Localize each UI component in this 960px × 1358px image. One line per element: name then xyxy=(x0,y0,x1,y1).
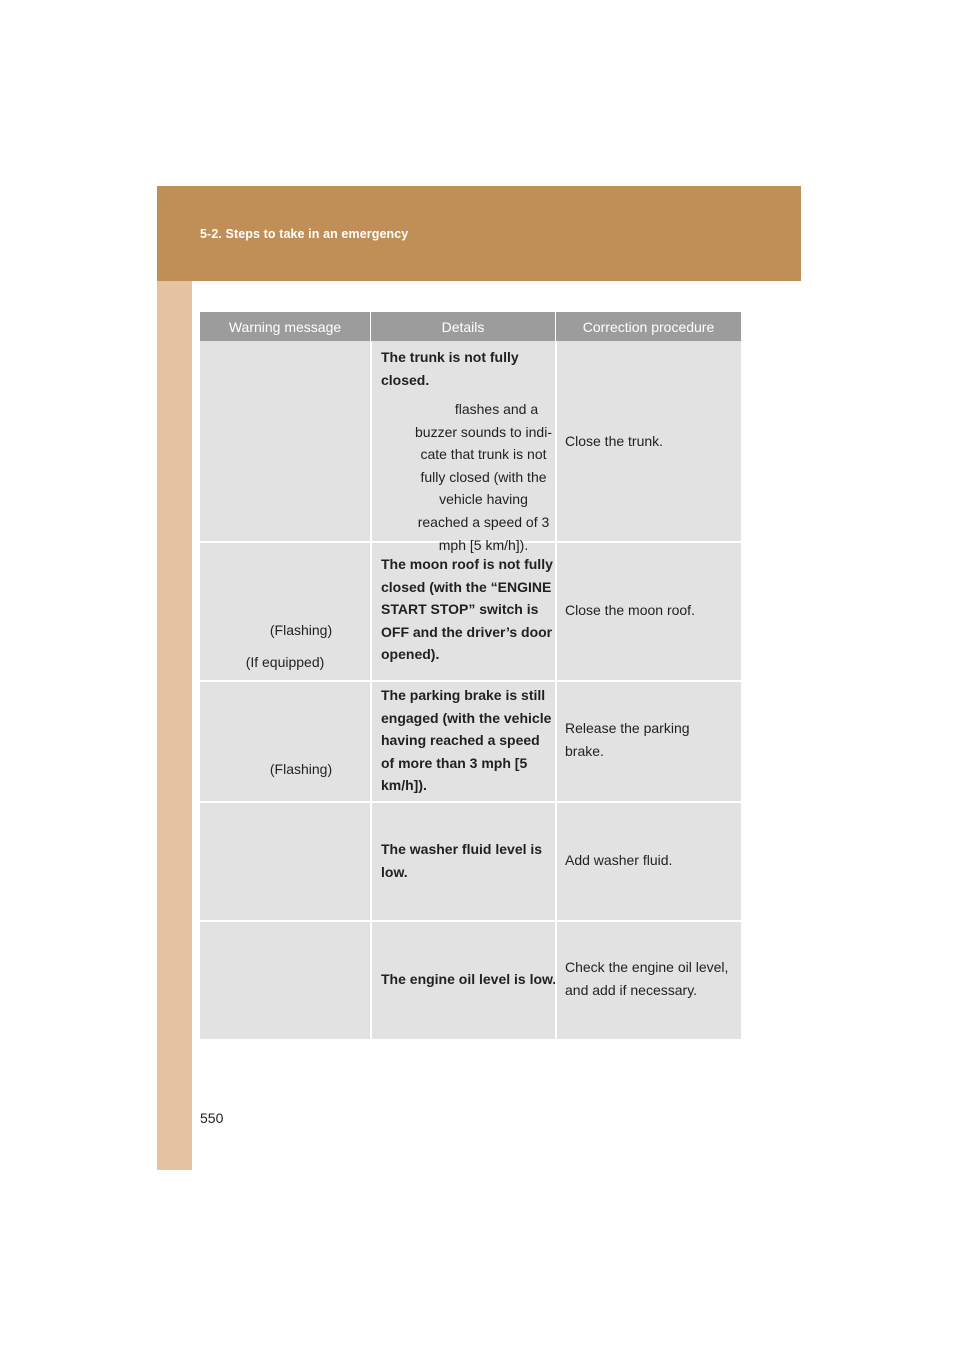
warning-cell xyxy=(200,341,370,541)
section-title: 5-2. Steps to take in an emergency xyxy=(200,227,409,241)
warning-cell xyxy=(200,803,370,920)
page-number: 550 xyxy=(200,1110,224,1126)
column-header-correction-procedure: Correction procedure xyxy=(555,312,741,341)
details-note: flashes and a buzzer sounds to indi-cate that trunk is not fully closed (with the vehicle having reached a speed of 3 mph [5 km/h]). xyxy=(415,401,552,553)
side-band xyxy=(157,281,192,1170)
details-cell xyxy=(370,682,555,801)
correction-text: Check the engine oil level, and add if necessary. xyxy=(565,959,729,998)
correction-cell xyxy=(555,922,741,1039)
column-header-warning-message: Warning message xyxy=(228,318,342,335)
table-row xyxy=(200,541,741,680)
table-row xyxy=(200,920,741,1039)
warning-cell xyxy=(200,682,370,801)
warning-cell xyxy=(200,922,370,1039)
table-row xyxy=(200,341,741,553)
details-cell xyxy=(370,803,555,920)
warning-message-table xyxy=(200,312,741,1039)
warning-message: (Flashing) xyxy=(269,761,333,777)
correction-text: Release the parking brake. xyxy=(565,720,690,759)
correction-cell xyxy=(555,341,741,541)
warning-cell xyxy=(200,543,370,680)
table-row xyxy=(200,801,741,920)
correction-text: Close the moon roof. xyxy=(565,602,695,618)
details-text: The washer fluid level is low. xyxy=(381,841,543,880)
warning-note: (If equipped) xyxy=(245,654,325,670)
correction-text: Add washer fluid. xyxy=(565,852,673,868)
warning-message: (Flashing) xyxy=(269,622,333,638)
correction-cell xyxy=(555,803,741,920)
column-header-details: Details xyxy=(370,312,555,341)
details-text: The moon roof is not fully closed (with the “ENGINE START STOP” switch is OFF and the driver’s door opened). xyxy=(381,556,553,663)
details-cell xyxy=(370,341,555,553)
details-text: The trunk is not fully closed. xyxy=(381,349,519,388)
details-text: The engine oil level is low. xyxy=(381,971,557,987)
table-row xyxy=(200,680,741,801)
details-text: The parking brake is still engaged (with the vehicle having reached a speed of more than 3 mph [5 km/h]). xyxy=(381,687,552,794)
correction-text: Close the trunk. xyxy=(565,433,664,449)
correction-cell xyxy=(555,682,741,801)
correction-cell xyxy=(555,543,741,680)
table-header xyxy=(200,312,741,341)
details-cell xyxy=(370,922,555,1039)
details-cell xyxy=(370,543,555,680)
